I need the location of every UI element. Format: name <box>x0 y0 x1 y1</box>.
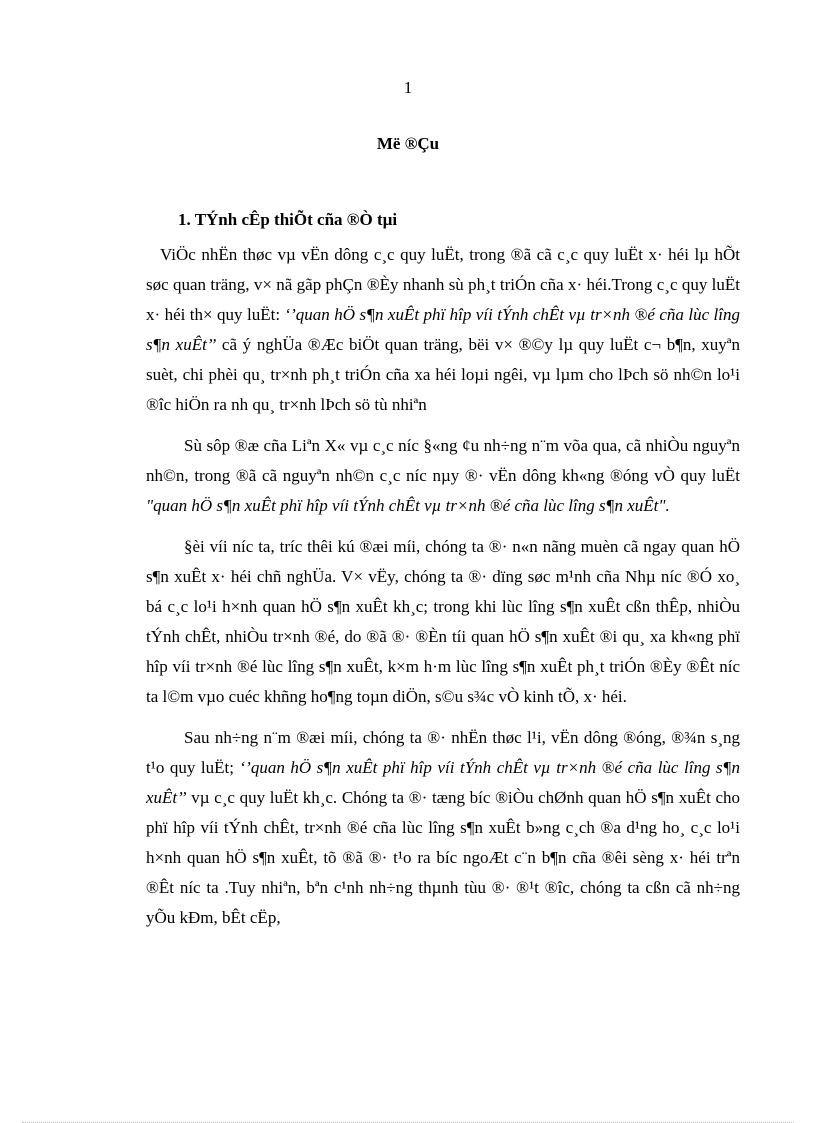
paragraph-1-text-b: cã ý nghÜa ®Æc biÖt quan träng, bëi v× ®©y lµ quy luËt c¬ b¶n, xuyªn suèt, chi phèi qu¸ tr×nh ph¸t triÓn cña xa héi loµi ngêi, vµ lµm cho lÞch sö nh©n lo¹i ®îc hiÖn ra nh qu¸ tr×nh lÞch sö tù nhiªn <box>146 335 740 414</box>
paragraph-1-quote: ‘’quan hÖ s¶n xuÊt phï hîp víi tÝnh chÊt vµ tr×nh ®é cña lùc lîng s¶n xuÊt’’ <box>146 305 740 354</box>
paragraph-1-text-a: ViÖc nhËn thøc vµ vËn dông c¸c quy luËt, trong ®ã cã c¸c quy luËt x· héi lµ hÕt søc quan träng, v× nã gãp phÇn ®Èy nhanh sù ph¸t triÓn cña x· héi.Trong c¸c quy luËt x· héi th× quy luËt: <box>146 245 740 324</box>
body-text <box>146 240 740 933</box>
page-number: 1 <box>403 78 413 97</box>
paragraph-4-text-a: Sau nh÷ng n¨m ®æi míi, chóng ta ®· nhËn thøc l¹i, vËn dông ®óng, ®¾n s¸ng t¹o quy luËt; <box>146 728 740 777</box>
paragraph-1 <box>146 240 740 420</box>
paragraph-4-text-b: vµ c¸c quy luËt kh¸c. Chóng ta ®· tæng bíc ®iÒu chØnh quan hÖ s¶n xuÊt cho phï hîp víi tÝnh chÊt, tr×nh ®é cña lùc lîng s¶n xuÊt b»ng c¸ch ®a d¹ng ho¸ c¸c lo¹i h×nh quan hÖ s¶n xuÊt, tõ ®ã ®· t¹o ra bíc ngoÆt c¨n b¶n cña ®êi sèng x· héi trªn ®Êt níc ta .Tuy nhiªn, bªn c¹nh nh÷ng thµnh tùu ®· ®¹t ®îc, chóng ta cßn cã nh÷ng yÕu kÐm, bÊt cËp, <box>146 788 740 927</box>
paragraph-2 <box>146 431 740 521</box>
section-heading: 1. TÝnh cÊp thiÕt cña ®Ò tµi <box>178 210 398 229</box>
paragraph-4-quote: ‘’quan hÖ s¶n xuÊt phï hîp víi tÝnh chÊt vµ tr×nh ®é cña lùc lîng s¶n xuÊt’’ <box>146 758 741 807</box>
paragraph-3 <box>146 532 740 712</box>
paragraph-2-quote: "quan hÖ s¶n xuÊt phï hîp víi tÝnh chÊt vµ tr×nh ®é cña lùc lîng s¶n xuÊt". <box>146 496 670 515</box>
paragraph-4 <box>146 723 740 933</box>
document-title: Më ®Çu <box>376 134 440 153</box>
paragraph-2-text: Sù sôp ®æ cña Liªn X« vµ c¸c níc §«ng ¢u nh÷ng n¨m võa qua, cã nhiÒu nguyªn nh©n, trong ®ã cã nguyªn nh©n c¸c níc nµy ®· vËn dông kh«ng ®óng vÒ quy luËt <box>146 436 740 485</box>
paragraph-3-text: §èi víi níc ta, tríc thêi kú ®æi míi, chóng ta ®· n«n nãng muèn cã ngay quan hÖ s¶n xuÊt x· héi chñ nghÜa. V× vËy, chóng ta ®· dïng søc m¹nh cña Nhµ níc ®Ó xo¸ bá c¸c lo¹i h×nh quan hÖ s¶n xuÊt kh¸c; trong khi lùc lîng s¶n xuÊt cßn thÊp, nhiÒu tÝnh chÊt, nhiÒu tr×nh ®é, do ®ã ®· ®Èn tíi quan hÖ s¶n xuÊt ®i qu¸ xa kh«ng phï hîp víi tr×nh ®é lùc lîng s¶n xuÊt, k×m h·m lùc lîng s¶n xuÊt ph¸t triÓn ®Èy ®Êt níc ta l©m vµo cuéc khñng ho¶ng toµn diÖn, s©u s¾c vÒ kinh tÕ, x· héi. <box>146 537 740 706</box>
